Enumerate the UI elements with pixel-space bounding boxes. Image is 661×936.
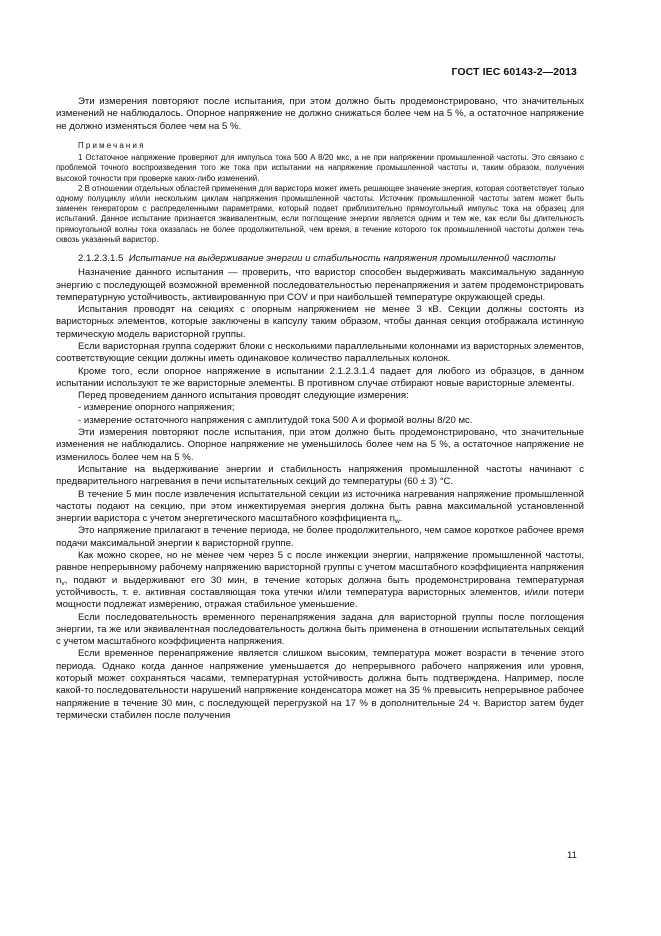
paragraph: Кроме того, если опорное напряжение в испытании 2.1.2.3.1.4 падает для любого из образцов, в данном испытании используют те же варисторные элементы. В противном случае отбирают новые варисторные элементы. [56,365,584,389]
paragraph-text: В течение 5 мин после извлечения испытательной секции из источника нагревания напряжение промышленной частоты подают на секцию, при этом инжектируемая энергия должна быть равна максимальной установленной энергии варистора с учетом энергетического масштабного коэффициента n [56,488,584,525]
paragraph: Перед проведением данного испытания проводят следующие измерения: [78,390,409,402]
list-item: - измерение опорного напряжения; [78,402,235,414]
paragraph-with-subscript [56,489,584,526]
section-heading [56,253,584,265]
page-number: 11 [567,850,577,861]
paragraph: Это напряжение прилагают в течение периода, не более продолжительного, чем самое короткое рабочее время подачи максимальной энергии к варисторной группе. [56,525,584,549]
paragraph-tail: , подают и выдерживают его 30 мин, в течение которых должна быть продемонстрирована температурная устойчивость, т. е. активная составляющая тока утечки и/или температура варисторных элементов, и/или потери мощности подлежат измерению, отражая стабильное уменьшение. [56,574,584,611]
paragraph: Испытания проводят на секциях с опорным напряжением не менее 3 кВ. Секции должны состоять из варисторных элементов, которые заключены в капсулу таким образом, чтобы данная секция отображала истинную термическую модель варисторной группы. [56,304,584,340]
list-item: - измерение остаточного напряжения с амплитудой тока 500 A и формой волны 8/20 мс. [78,414,473,426]
section-number: 2.1.2.3.1.5 [78,252,124,264]
section-title: Испытание на выдерживание энергии и стабильность напряжения промышленной частоты [128,252,556,264]
subscript: w [394,518,400,526]
paragraph-with-subscript [56,550,584,611]
standard-header: ГОСТ IEC 60143-2—2013 [451,66,577,78]
subscript: v [61,579,65,587]
notes-title: Примечания [78,140,146,150]
paragraph: Назначение данного испытания — проверить, что варистор способен выдерживать максимальную заданную энергию с последующей возможной временной последовательностью перенапряжения и затем продемонстрировать температурную устойчивость, активированную при COV и при наибольшей температуре окружающей среды. [56,267,584,303]
paragraph: Эти измерения повторяют после испытания, при этом должно быть продемонстрировано, что значительных изменений не наблюдалось. Опорное напряжение не должно снижаться более чем на 5 %, а остаточное напряжение не должно изменяться более чем на 5 %. [56,96,584,132]
paragraph: Эти измерения повторяют после испытания, при этом должно быть продемонстрировано, что значительные изменения не наблюдались. Опорное напряжение не уменьшилось более чем на 5 %, а остаточное напряжение не изменилось более чем на 5 %. [56,427,584,463]
paragraph: Испытание на выдерживание энергии и стабильность напряжения промышленной частоты начинают с предварительного нагревания в печи испытательных секций до температуры (60 ± 3) °C. [56,463,584,488]
note-item: 2 В отношении отдельных областей применения для варистора может иметь решающее значение энергия, которая соответствует только одному полуциклу и/или нескольким циклам напряжения промышленной частоты. Источник промышленной частоты затем может быть заменен генератором с распределенными параметрами, который подает приблизительно прямоугольный импульс тока на образец для испытаний. Данное испытание признается эквивалентным, если поглощение энергии является одним и тем же, как если бы длительность прямоугольной волны тока оказалась не более продолжительной, чем время, в течение которого ток промышленной частоты должен течь сквозь указанный варистор. [56,183,584,244]
paragraph: Если варисторная группа содержит блоки с несколькими параллельными колоннами из варисторных элементов, соответствующие секции должны иметь одинаковое количество параллельных колонок. [56,341,584,365]
paragraph: Если временное перенапряжение является слишком высоким, температура может возрасти в течение этого периода. Однако когда данное напряжение уменьшается до непрерывного рабочего напряжения или уровня, который может сохраняться часами, температурная устойчивость должна быть подтверждена. Например, после какой-то последовательности нарушений напряжение конденсатора может на 35 % превысить непрерывное рабочее напряжение в течение 30 мин, с последующей перегрузкой на 17 % в дополнительные 24 ч. Варистор затем будет термически стабилен после получения [56,648,584,721]
note-item: 1 Остаточное напряжение проверяют для импульса тока 500 A 8/20 мкс, а не при напряжении промышленной частоты. Это связано с проблемой точного воспроизведения того же тока при испытании на напряжение промышленной частоты и, таким образом, получения высокой точности при проверке каких-либо изменений. [56,153,584,183]
page-content [56,96,584,722]
paragraph: Если последовательность временного перенапряжения задана для варисторной группы после поглощения энергии, та же или эквивалентная последовательность должна быть применена в отношении испытательных секций с учетом масштабного коэффициента напряжения. [56,611,584,648]
paragraph-tail: . [399,513,403,525]
paragraph-text: Как можно скорее, но не менее чем через 5 с после инжекции энергии, напряжение промышленной частоты, равное непрерывному рабочему напряжению варисторной группы с учетом масштабного коэффициента напряжения n [56,550,584,586]
notes-block [56,141,584,245]
